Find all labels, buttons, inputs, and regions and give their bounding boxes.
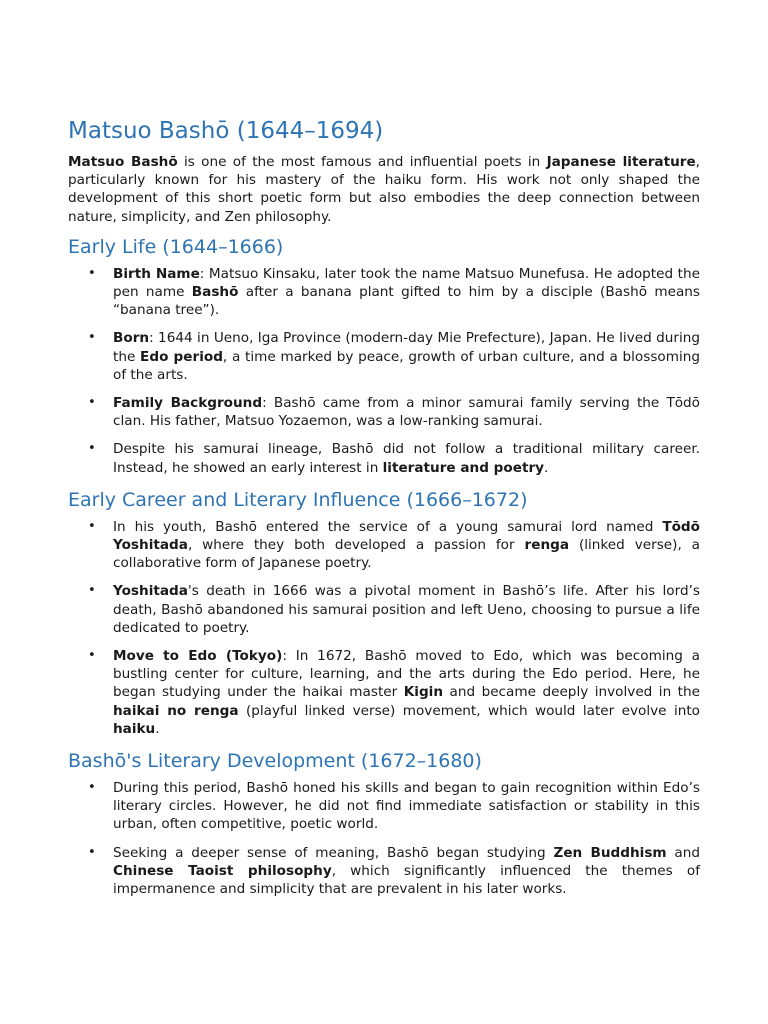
bold-text: Chinese Taoist philosophy	[113, 862, 332, 879]
list-item-text	[113, 845, 700, 897]
document-page	[68, 116, 700, 908]
text-run: (playful linked verse) movement, which would later evolve into	[238, 702, 700, 719]
text-run: after a banana plant gifted to him by a disciple (Bashō means “banana tree”).	[113, 284, 700, 319]
list-item	[68, 647, 700, 738]
list-item	[68, 329, 700, 384]
bullet-icon: •	[88, 395, 96, 411]
text-run: : In 1672, Bashō moved to Edo, which was becoming a bustling center for culture, learning, and the arts during the Edo period. Here, he began studying under the haikai master	[113, 648, 700, 701]
bold-text: Yoshitada	[113, 583, 188, 600]
list-item	[68, 582, 700, 637]
section-heading: Early Career and Literary Influence (1666–1672)	[68, 488, 528, 511]
text-run: .	[155, 720, 160, 737]
text-run: , where they both developed a passion for	[187, 537, 525, 554]
bold-text: Birth Name	[113, 265, 200, 282]
bold-text: Born	[113, 330, 150, 347]
bold-text: Family Background	[113, 395, 263, 412]
bold-text: Zen Buddhism	[553, 844, 667, 861]
bullet-icon: •	[88, 780, 96, 796]
bold-text: Bashō	[191, 284, 239, 301]
bullet-icon: •	[88, 441, 96, 457]
list-item	[68, 440, 700, 476]
bullet-icon: •	[88, 648, 96, 664]
text-run: Despite his samurai lineage, Bashō did not follow a traditional military career. Instead, he showed an early interest in	[113, 441, 700, 476]
list-item	[68, 779, 700, 834]
list-item-text	[113, 519, 700, 571]
bullet-icon: •	[88, 265, 96, 281]
list-item	[68, 265, 700, 320]
bold-text: Japanese literature	[546, 154, 696, 170]
list-item-text	[113, 648, 700, 737]
list-item	[68, 394, 700, 430]
bold-text: Move to Edo (Tokyo)	[113, 648, 283, 665]
text-run: .	[544, 459, 549, 476]
text-run: is one of the most famous and influential poets in	[177, 154, 547, 170]
list-item-text	[113, 395, 700, 429]
bold-text: renga	[524, 537, 570, 554]
sections-container	[68, 234, 700, 898]
text-run: During this period, Bashō honed his skills and began to gain recognition within Edo’s literary circles. However, he did not find immediate satisfaction or stability in this urban, often competitive, poetic world.	[113, 780, 700, 833]
section-heading: Early Life (1644–1666)	[68, 235, 284, 258]
list-item-text	[113, 583, 700, 635]
text-run: and became deeply involved in the	[443, 684, 700, 701]
list-item	[68, 518, 700, 573]
list-item-text	[113, 330, 700, 382]
text-run: Seeking a deeper sense of meaning, Bashō began studying	[113, 844, 554, 861]
section-heading: Bashō's Literary Development (1672–1680)	[68, 750, 482, 773]
list-item-text	[113, 266, 700, 318]
text-run: (linked verse), a collaborative form of Japanese poetry.	[113, 537, 701, 572]
bullet-list	[68, 518, 700, 738]
list-item-text	[113, 780, 700, 832]
bullet-icon: •	[88, 518, 96, 534]
bullet-icon: •	[88, 330, 96, 346]
bullet-icon: •	[88, 844, 96, 860]
bold-text: Kigin	[403, 684, 444, 701]
text-run: : 1644 in Ueno, Iga Province (modern-day Mie Prefecture), Japan. He lived during the	[113, 330, 700, 365]
bold-text: Tōdō Yoshitada	[113, 518, 700, 554]
list-item-text	[113, 441, 700, 475]
text-run: 's death in 1666 was a pivotal moment in Bashō’s life. After his lord’s death, Bashō abandoned his samurai position and left Ueno, choosing to pursue a life dedicated to poetry.	[113, 583, 700, 636]
bold-text: Matsuo Bashō	[68, 154, 178, 170]
list-item	[68, 844, 700, 899]
text-run: and	[666, 844, 700, 861]
page-title: Matsuo Bashō (1644–1694)	[68, 118, 384, 144]
bullet-list	[68, 779, 700, 898]
bullet-list	[68, 265, 700, 477]
text-run: In his youth, Bashō entered the service of a young samurai lord named	[113, 518, 663, 535]
text-run: : Matsuo Kinsaku, later took the name Matsuo Munefusa. He adopted the pen name	[113, 265, 700, 301]
text-run: , particularly known for his mastery of the haiku form. His work not only shaped the development of this short poetic form but also embodies the deep connection between nature, simplicity, and Zen philosophy.	[68, 154, 700, 225]
bullet-icon: •	[88, 583, 96, 599]
bold-text: haiku	[113, 720, 156, 737]
text-run: , a time marked by peace, growth of urban culture, and a blossoming of the arts.	[113, 348, 700, 383]
text-run: : Bashō came from a minor samurai family serving the Tōdō clan. His father, Matsuo Yozaemon, was a low-ranking samurai.	[113, 395, 701, 430]
intro-paragraph	[68, 153, 700, 226]
bold-text: Edo period	[140, 348, 223, 365]
bold-text: haikai no renga	[113, 702, 239, 719]
text-run: , which significantly influenced the themes of impermanence and simplicity that are prevalent in his later works.	[113, 862, 700, 898]
bold-text: literature and poetry	[382, 459, 545, 476]
